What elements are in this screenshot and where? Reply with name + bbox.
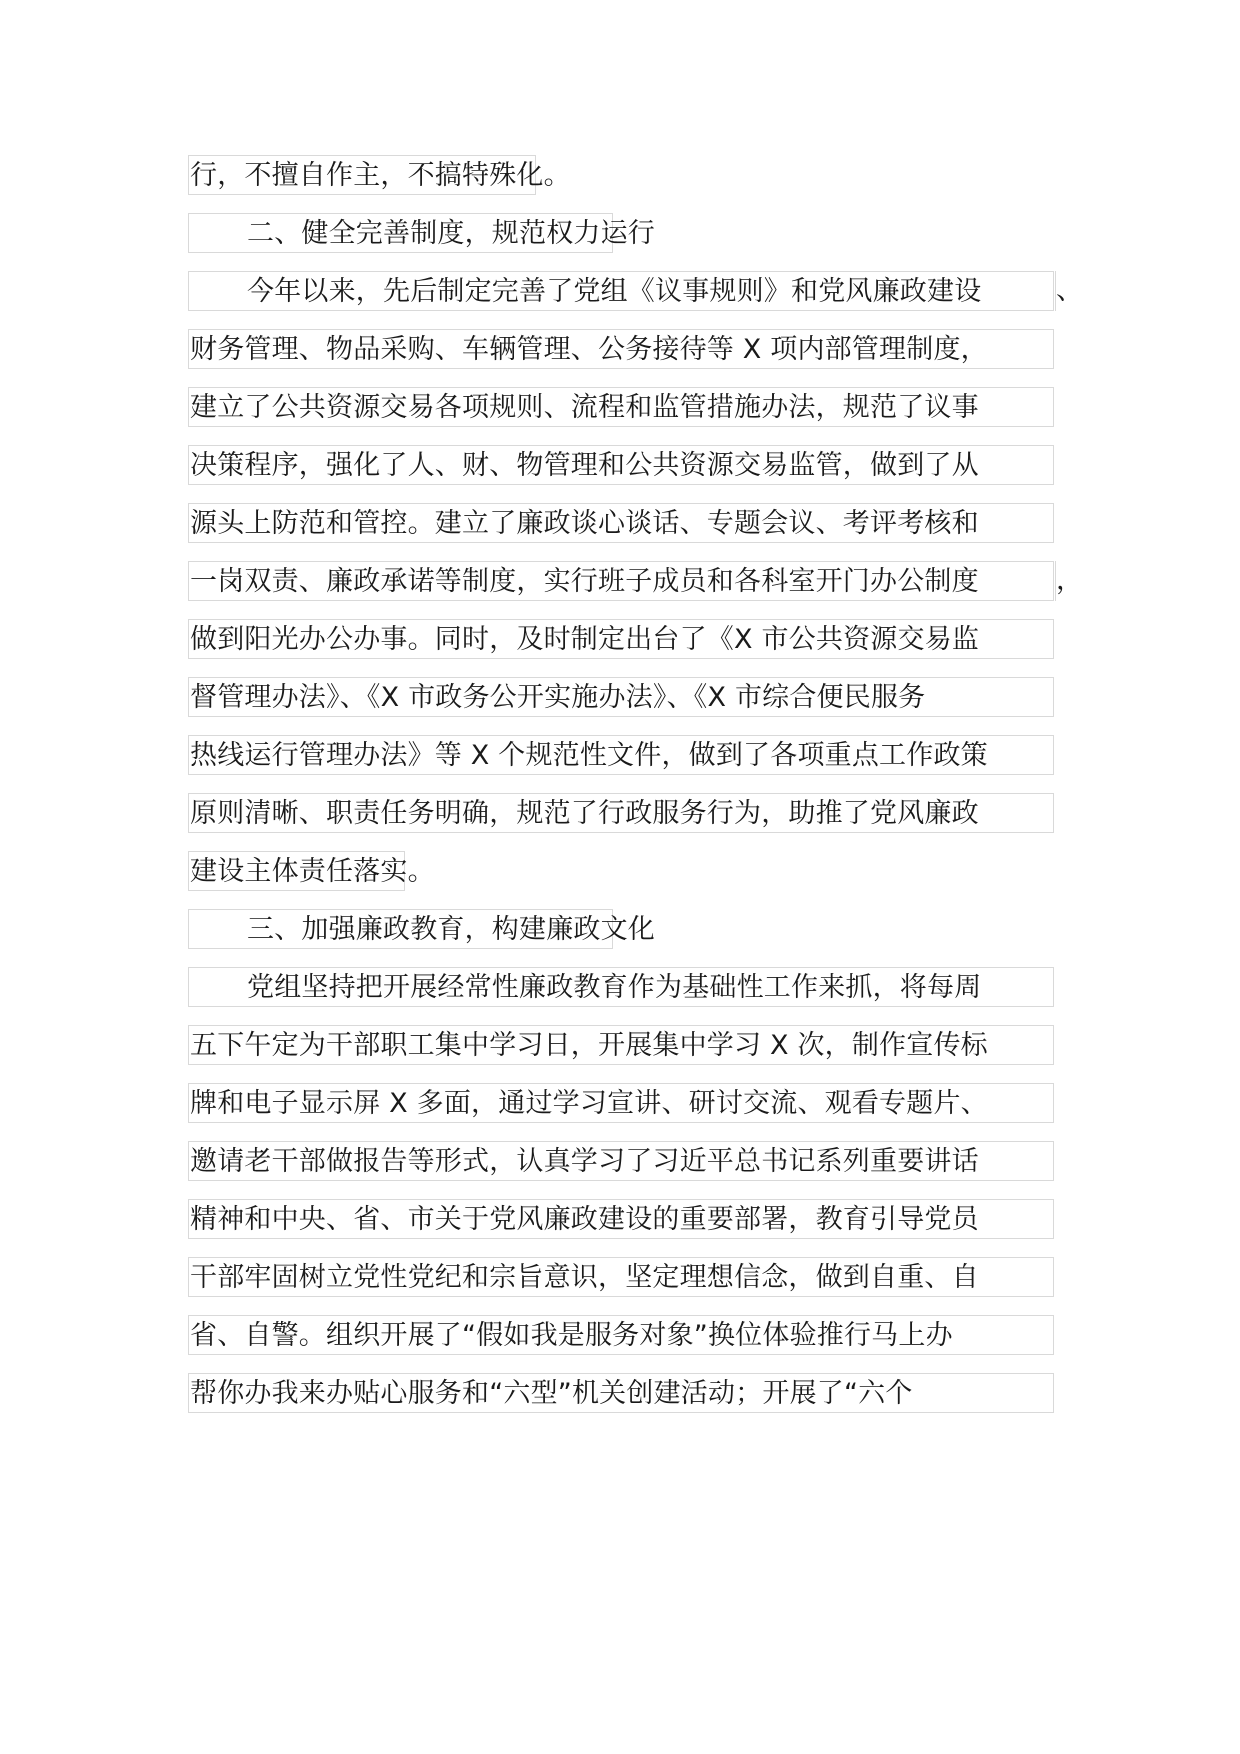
text-line-main: 一岗双责、廉政承诺等制度，实行班子成员和各科室开门办公制度 xyxy=(190,566,979,597)
text-line: 精神和中央、省、市关于党风廉政建设的重要部署，教育引导党员 xyxy=(188,1199,1054,1239)
text-line: 帮你办我来办贴心服务和“六型”机关创建活动；开展了“六个 xyxy=(188,1373,1054,1413)
text-line: 决策程序，强化了人、财、物管理和公共资源交易监管，做到了从 xyxy=(188,445,1054,485)
text-line: 建设主体责任落实。 xyxy=(188,851,405,891)
text-line: 热线运行管理办法》等 X 个规范性文件，做到了各项重点工作政策 xyxy=(188,735,1054,775)
text-line-main: 今年以来，先后制定完善了党组《议事规则》和党风廉政建设 xyxy=(247,276,982,307)
text-line: 源头上防范和管控。建立了廉政谈心谈话、专题会议、考评考核和 xyxy=(188,503,1054,543)
section-heading: 三、加强廉政教育，构建廉政文化 xyxy=(188,909,613,949)
section-heading: 二、健全完善制度，规范权力运行 xyxy=(188,213,613,253)
text-line: 财务管理、物品采购、车辆管理、公务接待等 X 项内部管理制度， xyxy=(188,329,1054,369)
text-line: 行，不擅自作主，不搞特殊化。 xyxy=(188,155,536,195)
text-line xyxy=(188,271,1084,311)
text-line: 原则清晰、职责任务明确，规范了行政服务行为，助推了党风廉政 xyxy=(188,793,1054,833)
text-line: 党组坚持把开展经常性廉政教育作为基础性工作来抓，将每周 xyxy=(188,967,1054,1007)
text-line: 建立了公共资源交易各项规则、流程和监管措施办法，规范了议事 xyxy=(188,387,1054,427)
text-line: 干部牢固树立党性党纪和宗旨意识，坚定理想信念，做到自重、自 xyxy=(188,1257,1054,1297)
text-line-overflow: 、 xyxy=(1055,271,1086,311)
text-line: 做到阳光办公办事。同时，及时制定出台了《X 市公共资源交易监 xyxy=(188,619,1054,659)
text-line: 督管理办法》、《X 市政务公开实施办法》、《X 市综合便民服务 xyxy=(188,677,1054,717)
text-line: 牌和电子显示屏 X 多面，通过学习宣讲、研讨交流、观看专题片、 xyxy=(188,1083,1054,1123)
text-line: 五下午定为干部职工集中学习日，开展集中学习 X 次，制作宣传标 xyxy=(188,1025,1054,1065)
text-line: 省、自警。组织开展了“假如我是服务对象”换位体验推行马上办 xyxy=(188,1315,1054,1355)
text-line: 邀请老干部做报告等形式，认真学习了习近平总书记系列重要讲话 xyxy=(188,1141,1054,1181)
text-line xyxy=(188,561,1084,601)
text-line-overflow: ， xyxy=(1055,561,1086,601)
